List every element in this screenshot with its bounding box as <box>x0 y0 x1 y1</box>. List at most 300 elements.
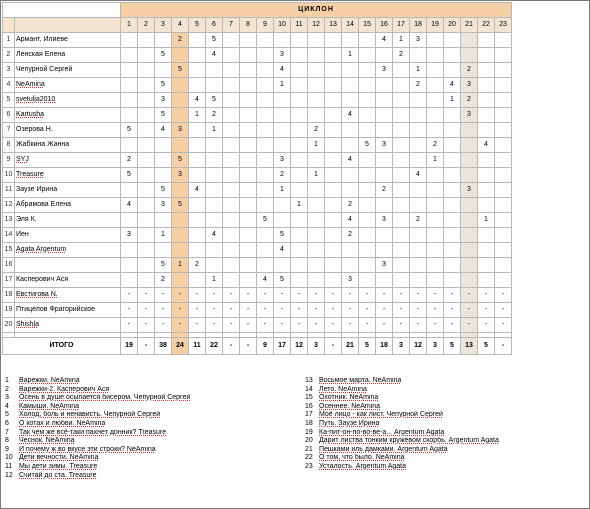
score-cell <box>495 93 512 108</box>
score-cell: 4 <box>206 228 223 243</box>
score-cell <box>189 273 206 288</box>
score-cell: - <box>478 318 495 333</box>
score-cell: 3 <box>461 108 478 123</box>
row-number: 8 <box>3 138 15 153</box>
row-number: 11 <box>3 183 15 198</box>
score-cell <box>376 108 393 123</box>
score-cell: 5 <box>274 273 291 288</box>
score-cell: - <box>240 318 257 333</box>
score-cell <box>359 273 376 288</box>
column-header: 20 <box>444 18 461 33</box>
score-cell <box>325 228 342 243</box>
score-cell: - <box>325 303 342 318</box>
total-cell: 17 <box>274 338 291 355</box>
total-cell: 13 <box>461 338 478 355</box>
score-cell <box>155 63 172 78</box>
score-cell <box>495 63 512 78</box>
song-item <box>302 429 588 438</box>
score-cell <box>478 33 495 48</box>
score-cell <box>393 153 410 168</box>
score-cell: 5 <box>155 78 172 93</box>
total-cell: 12 <box>410 338 427 355</box>
score-cell <box>478 168 495 183</box>
score-cell <box>291 213 308 228</box>
score-cell: 4 <box>155 123 172 138</box>
score-cell <box>410 243 427 258</box>
score-cell <box>121 273 138 288</box>
voter-name: svetulja2010 <box>15 93 121 108</box>
score-cell <box>138 63 155 78</box>
score-cell <box>495 168 512 183</box>
score-cell <box>359 183 376 198</box>
score-cell <box>427 243 444 258</box>
score-cell: 4 <box>189 183 206 198</box>
score-cell <box>291 273 308 288</box>
score-cell <box>393 198 410 213</box>
score-cell: - <box>155 303 172 318</box>
voter-name: Армант, Илиеве <box>15 33 121 48</box>
score-cell: - <box>325 288 342 303</box>
score-cell <box>393 93 410 108</box>
score-cell <box>376 198 393 213</box>
score-cell <box>189 33 206 48</box>
score-cell: - <box>138 303 155 318</box>
score-cell <box>189 243 206 258</box>
total-cell: 3 <box>308 338 325 355</box>
score-cell <box>308 63 325 78</box>
score-cell: - <box>138 288 155 303</box>
score-cell <box>172 243 189 258</box>
column-header: 8 <box>240 18 257 33</box>
voter-name: Птицелов Фрагорийское <box>15 303 121 318</box>
score-cell <box>495 228 512 243</box>
score-cell: - <box>376 288 393 303</box>
score-cell <box>240 183 257 198</box>
song-title: Холод, боль и ненависть. Чепурной Сергей <box>19 411 161 419</box>
song-number: 2 <box>5 385 9 393</box>
score-cell <box>427 78 444 93</box>
score-cell <box>138 33 155 48</box>
score-cell: 1 <box>206 123 223 138</box>
score-cell <box>376 228 393 243</box>
score-cell: - <box>172 303 189 318</box>
score-cell <box>240 168 257 183</box>
score-cell <box>257 168 274 183</box>
score-cell <box>495 78 512 93</box>
column-header: 2 <box>138 18 155 33</box>
voter-name: Касперович Ася <box>15 273 121 288</box>
score-cell: - <box>359 303 376 318</box>
column-header: 3 <box>155 18 172 33</box>
score-cell <box>444 273 461 288</box>
score-cell <box>308 153 325 168</box>
column-header: 1 <box>121 18 138 33</box>
score-cell <box>240 243 257 258</box>
score-cell: - <box>155 318 172 333</box>
song-item <box>2 429 302 438</box>
score-cell <box>495 123 512 138</box>
score-cell <box>359 243 376 258</box>
song-title: Моё лицо - как лист. Чепурной Сергей <box>319 411 443 419</box>
score-cell: 2 <box>461 63 478 78</box>
table-row <box>3 243 512 258</box>
column-header: 11 <box>291 18 308 33</box>
row-number: 5 <box>3 93 15 108</box>
score-cell: 3 <box>461 183 478 198</box>
score-cell: 5 <box>274 228 291 243</box>
score-cell: 5 <box>257 213 274 228</box>
score-cell: 1 <box>410 63 427 78</box>
score-cell <box>342 93 359 108</box>
row-number: 13 <box>3 213 15 228</box>
column-header: 15 <box>359 18 376 33</box>
score-cell <box>461 123 478 138</box>
score-cell <box>359 228 376 243</box>
score-cell <box>325 153 342 168</box>
voter-name: Евстигова N. <box>15 288 121 303</box>
score-cell: 5 <box>359 138 376 153</box>
score-cell: - <box>206 318 223 333</box>
score-cell: 3 <box>376 258 393 273</box>
score-cell: - <box>206 288 223 303</box>
total-cell: - <box>240 338 257 355</box>
voter-name: NeAmina <box>15 78 121 93</box>
score-cell: 3 <box>274 48 291 63</box>
score-cell <box>257 138 274 153</box>
score-cell <box>308 243 325 258</box>
score-cell: - <box>308 288 325 303</box>
score-cell <box>376 168 393 183</box>
score-cell <box>189 153 206 168</box>
score-cell <box>121 78 138 93</box>
score-cell <box>410 48 427 63</box>
score-cell <box>257 228 274 243</box>
score-cell <box>240 258 257 273</box>
score-cell: 5 <box>155 258 172 273</box>
score-cell <box>274 258 291 273</box>
song-item <box>302 377 588 386</box>
score-cell: 3 <box>376 213 393 228</box>
score-cell <box>376 153 393 168</box>
song-title: Осень в душе осыпается бисером. Чепурной Сергей <box>19 394 191 402</box>
score-cell <box>189 63 206 78</box>
score-cell <box>138 48 155 63</box>
score-cell: - <box>121 288 138 303</box>
row-number: 17 <box>3 273 15 288</box>
score-cell <box>478 93 495 108</box>
table-title: ЦИКЛОН <box>121 3 512 18</box>
score-cell <box>342 78 359 93</box>
score-cell <box>393 63 410 78</box>
score-cell: 4 <box>444 78 461 93</box>
song-item <box>302 454 588 463</box>
score-cell <box>427 33 444 48</box>
score-cell <box>257 183 274 198</box>
score-cell <box>461 243 478 258</box>
score-cell: 1 <box>172 258 189 273</box>
score-cell <box>223 63 240 78</box>
score-cell: 4 <box>478 138 495 153</box>
score-cell <box>308 93 325 108</box>
total-cell: 11 <box>189 338 206 355</box>
score-cell <box>461 138 478 153</box>
score-cell <box>206 198 223 213</box>
score-cell <box>223 93 240 108</box>
voter-name: Эля К. <box>15 213 121 228</box>
table-row <box>3 258 512 273</box>
score-cell <box>155 168 172 183</box>
score-cell: 3 <box>274 153 291 168</box>
score-cell <box>291 153 308 168</box>
score-cell: - <box>342 288 359 303</box>
score-cell <box>257 78 274 93</box>
total-cell: - <box>325 338 342 355</box>
score-cell: 3 <box>376 63 393 78</box>
song-title: Дети вечности. NeAmina <box>19 454 99 462</box>
song-title: И почему ж во вкусе эти строки? NeAmina <box>19 445 156 453</box>
score-cell <box>495 153 512 168</box>
score-cell <box>359 48 376 63</box>
score-cell <box>461 213 478 228</box>
score-cell: 5 <box>155 183 172 198</box>
score-cell <box>359 168 376 183</box>
score-cell: 3 <box>121 228 138 243</box>
score-cell <box>257 108 274 123</box>
score-cell <box>206 183 223 198</box>
score-cell: 4 <box>189 93 206 108</box>
score-cell <box>274 198 291 213</box>
score-cell <box>393 228 410 243</box>
score-cell <box>359 63 376 78</box>
score-cell <box>427 123 444 138</box>
score-cell <box>325 78 342 93</box>
score-cell <box>376 78 393 93</box>
score-cell <box>189 78 206 93</box>
score-cell <box>495 243 512 258</box>
voter-name: Абрамова Елена <box>15 198 121 213</box>
score-cell: - <box>189 318 206 333</box>
score-cell <box>138 168 155 183</box>
score-cell <box>206 78 223 93</box>
score-cell <box>138 78 155 93</box>
song-title: Варежки. NeAmina <box>19 377 80 384</box>
score-cell <box>291 243 308 258</box>
score-cell: 2 <box>410 213 427 228</box>
score-cell <box>155 153 172 168</box>
score-cell <box>495 198 512 213</box>
score-cell <box>359 108 376 123</box>
score-cell: - <box>155 288 172 303</box>
score-cell <box>325 93 342 108</box>
score-cell <box>291 123 308 138</box>
score-cell <box>121 243 138 258</box>
row-number: 20 <box>3 318 15 333</box>
score-cell <box>393 213 410 228</box>
score-cell <box>138 243 155 258</box>
score-cell <box>444 153 461 168</box>
song-number: 15 <box>305 394 313 402</box>
row-number: 7 <box>3 123 15 138</box>
song-item <box>302 411 588 420</box>
score-cell <box>325 108 342 123</box>
score-cell <box>478 63 495 78</box>
score-cell <box>410 138 427 153</box>
score-cell <box>427 198 444 213</box>
score-cell <box>342 243 359 258</box>
score-cell: 3 <box>342 273 359 288</box>
song-number: 8 <box>5 437 9 445</box>
row-number: 19 <box>3 303 15 318</box>
score-cell <box>274 138 291 153</box>
total-cell: 12 <box>291 338 308 355</box>
score-cell <box>240 273 257 288</box>
score-cell <box>223 228 240 243</box>
score-cell <box>478 153 495 168</box>
score-cell <box>308 273 325 288</box>
song-title: Пешками иль дамками. Argentum Agata <box>319 445 448 453</box>
score-cell: - <box>410 318 427 333</box>
score-cell: - <box>427 303 444 318</box>
score-cell <box>291 183 308 198</box>
score-cell: - <box>325 318 342 333</box>
song-title: Охотник. NeAmina <box>319 394 379 402</box>
voter-name <box>15 258 121 273</box>
score-cell <box>325 33 342 48</box>
score-cell <box>359 258 376 273</box>
score-cell <box>427 93 444 108</box>
score-cell <box>189 123 206 138</box>
score-cell <box>461 48 478 63</box>
song-number: 20 <box>305 437 313 445</box>
score-cell: 5 <box>172 63 189 78</box>
table-row <box>3 168 512 183</box>
song-number: 1 <box>5 377 9 384</box>
score-cell <box>478 243 495 258</box>
score-cell: 5 <box>121 168 138 183</box>
song-title: О котах и любви. NeAmina <box>19 419 106 427</box>
score-cell <box>223 33 240 48</box>
score-cell <box>495 258 512 273</box>
score-cell <box>121 183 138 198</box>
total-cell: 38 <box>155 338 172 355</box>
song-item <box>2 386 302 395</box>
score-cell <box>172 48 189 63</box>
score-cell: 4 <box>121 198 138 213</box>
score-cell <box>393 273 410 288</box>
score-cell: - <box>410 288 427 303</box>
song-number: 5 <box>5 411 9 419</box>
row-number: 6 <box>3 108 15 123</box>
score-cell: 1 <box>308 168 325 183</box>
score-cell <box>189 228 206 243</box>
score-cell: - <box>274 303 291 318</box>
column-header: 18 <box>410 18 427 33</box>
score-cell: - <box>393 318 410 333</box>
table-row <box>3 183 512 198</box>
score-cell <box>359 33 376 48</box>
song-item <box>302 403 588 412</box>
song-number: 13 <box>305 377 313 384</box>
score-cell <box>325 123 342 138</box>
score-cell <box>138 228 155 243</box>
score-cell: 1 <box>206 273 223 288</box>
score-cell: - <box>240 303 257 318</box>
score-cell: 3 <box>376 138 393 153</box>
score-cell: 1 <box>478 213 495 228</box>
song-number: 11 <box>5 462 13 470</box>
score-cell <box>444 213 461 228</box>
row-number: 14 <box>3 228 15 243</box>
score-cell <box>291 33 308 48</box>
column-header: 10 <box>274 18 291 33</box>
score-cell: - <box>308 303 325 318</box>
score-cell <box>257 33 274 48</box>
score-cell <box>444 258 461 273</box>
score-cell: 5 <box>155 108 172 123</box>
score-cell <box>444 198 461 213</box>
score-cell: - <box>444 318 461 333</box>
voter-name: Чепурной Сергей <box>15 63 121 78</box>
table-row <box>3 198 512 213</box>
score-cell: 1 <box>427 153 444 168</box>
total-cell: 24 <box>172 338 189 355</box>
score-cell <box>155 33 172 48</box>
table-row <box>3 138 512 153</box>
score-cell: 4 <box>342 213 359 228</box>
row-number: 15 <box>3 243 15 258</box>
voter-name: Жабкина Жанна <box>15 138 121 153</box>
song-title: Мы дети зимы. Treasure <box>19 462 98 470</box>
score-cell: 1 <box>444 93 461 108</box>
score-cell <box>257 198 274 213</box>
score-cell: - <box>359 318 376 333</box>
score-cell <box>461 228 478 243</box>
score-cell <box>257 93 274 108</box>
score-cell <box>495 213 512 228</box>
score-cell: - <box>172 288 189 303</box>
score-cell <box>240 48 257 63</box>
score-cell <box>121 258 138 273</box>
song-number: 17 <box>305 411 313 419</box>
song-title: Восьмое марта. NeAmina <box>319 377 402 384</box>
total-cell: 9 <box>257 338 274 355</box>
score-cell <box>393 78 410 93</box>
score-cell <box>121 138 138 153</box>
score-cell <box>308 48 325 63</box>
table-row <box>3 78 512 93</box>
score-cell: 1 <box>274 78 291 93</box>
score-cell: 2 <box>189 258 206 273</box>
score-cell <box>495 273 512 288</box>
score-cell <box>427 168 444 183</box>
total-cell: 19 <box>121 338 138 355</box>
score-cell <box>444 63 461 78</box>
score-cell <box>223 273 240 288</box>
voter-name: Заузе Ирина <box>15 183 121 198</box>
score-cell <box>444 108 461 123</box>
song-item <box>302 420 588 429</box>
score-cell <box>291 168 308 183</box>
score-cell: - <box>274 288 291 303</box>
score-cell <box>291 78 308 93</box>
row-number: 10 <box>3 168 15 183</box>
score-cell: 5 <box>206 93 223 108</box>
table-row <box>3 108 512 123</box>
score-cell <box>444 168 461 183</box>
score-cell <box>393 108 410 123</box>
score-cell <box>342 138 359 153</box>
score-cell: - <box>257 318 274 333</box>
